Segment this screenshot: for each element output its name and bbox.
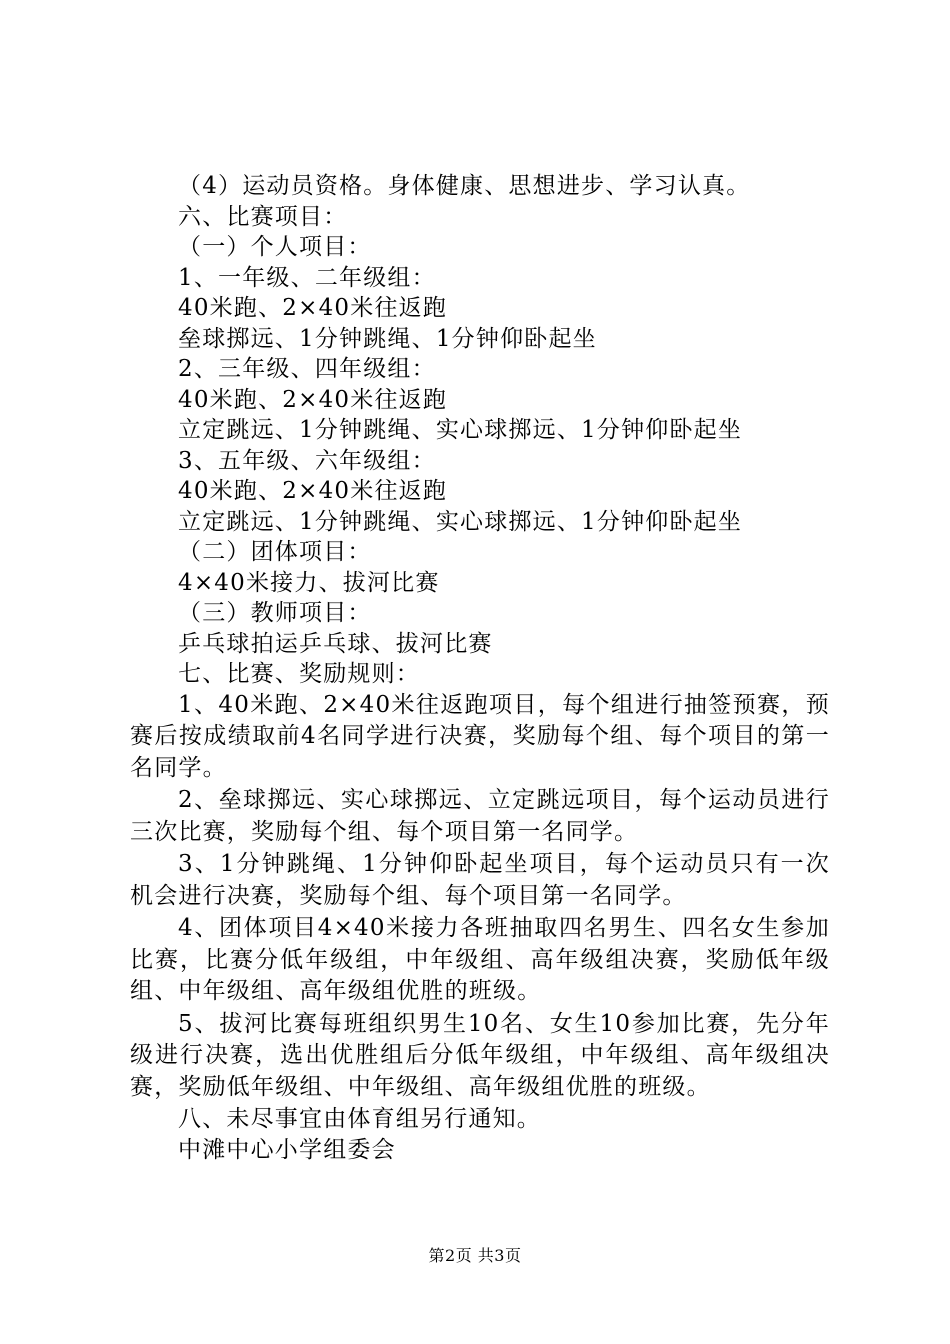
- event-list-line: 4×40米接力、拔河比赛: [178, 569, 440, 596]
- document-body: [130, 171, 830, 1165]
- event-list-line: 立定跳远、1分钟跳绳、实心球掷远、1分钟仰卧起坐: [178, 508, 743, 535]
- group-heading-grade-1-2: 1、一年级、二年级组：: [178, 264, 436, 291]
- subheading-team-events: （二）团体项目：: [178, 539, 372, 565]
- rule-paragraph: 4、团体项目4×40米接力各班抽取四名男生、四名女生参加比赛，比赛分低年级组，中年级组、高年级组决赛，奖励低年级组、中年级组、高年级组优胜的班级。: [130, 915, 830, 1004]
- subheading-teacher-events: （三）教师项目：: [178, 600, 372, 626]
- event-list-line: 40米跑、2×40米往返跑: [178, 386, 448, 413]
- event-list-line: 立定跳远、1分钟跳绳、实心球掷远、1分钟仰卧起坐: [178, 417, 743, 443]
- group-heading-grade-5-6: 3、五年级、六年级组：: [178, 447, 436, 474]
- event-list-line: 40米跑、2×40米往返跑: [178, 295, 448, 321]
- event-list-line: 40米跑、2×40米往返跑: [178, 478, 448, 504]
- event-list-line: 垒球掷远、1分钟跳绳、1分钟仰卧起坐: [178, 325, 597, 352]
- rule-paragraph: 3、1分钟跳绳、1分钟仰卧起坐项目，每个运动员只有一次机会进行决赛，奖励每个组、每个项目第一名同学。: [130, 851, 830, 909]
- subheading-individual-events: （一）个人项目：: [178, 234, 372, 260]
- event-list-line: 乒乓球拍运乒乓球、拔河比赛: [178, 630, 493, 657]
- rule-paragraph: 5、拔河比赛每班组织男生10名、女生10参加比赛，先分年级进行决赛，选出优胜组后分低年级组，中年级组、高年级组决赛，奖励低年级组、中年级组、高年级组优胜的班级。: [130, 1010, 830, 1100]
- section-heading-rules: 七、比赛、奖励规则：: [178, 661, 420, 687]
- organizer-signature: 中滩中心小学组委会: [178, 1136, 396, 1163]
- text-line-athlete-qualification: （4）运动员资格。身体健康、思想进步、学习认真。: [178, 173, 751, 199]
- section-heading-events: 六、比赛项目：: [178, 203, 348, 230]
- rule-paragraph: 2、垒球掷远、实心球掷远、立定跳远项目，每个运动员进行三次比赛，奖励每个组、每个项目第一名同学。: [130, 787, 830, 845]
- page-number-footer: 第2页 共3页: [428, 1246, 522, 1265]
- section-heading-other-matters: 八、未尽事宜由体育组另行通知。: [178, 1106, 541, 1132]
- rule-paragraph: 1、40米跑、2×40米往返跑项目，每个组进行抽签预赛，预赛后按成绩取前4名同学进行决赛，奖励每个组、每个项目的第一名同学。: [130, 691, 830, 781]
- group-heading-grade-3-4: 2、三年级、四年级组：: [178, 356, 436, 382]
